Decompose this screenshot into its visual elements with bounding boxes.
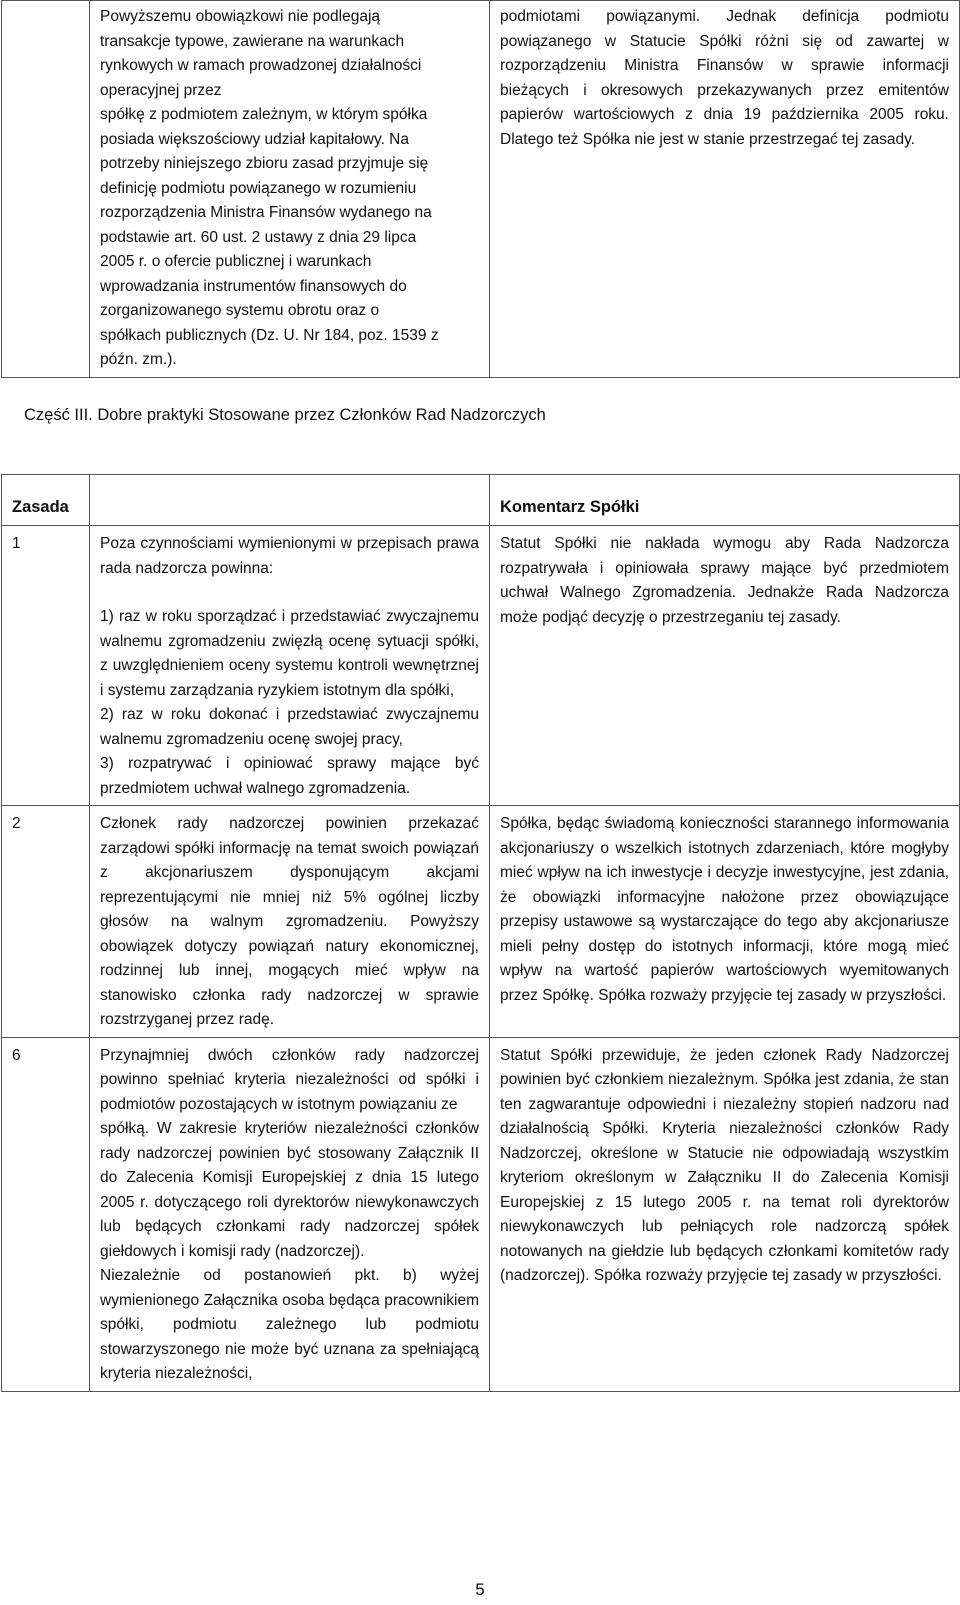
comment-cell: podmiotami powiązanymi. Jednak definicja podmiotu powiązanego w Statucie Spółki różni się od zawartej w rozporządzeniu Ministra Finansów w sprawie informacji bieżących i okresowych przekazywanych przez emitentów papierów wartościowych z dnia 19 października 2005 roku. Dlatego też Spółka nie jest w stanie przestrzegać tej zasady. — [490, 1, 960, 378]
text-line: zorganizowanego systemu obrotu oraz o — [100, 302, 380, 319]
text-line: Powyższemu obowiązkowi nie podlegają — [100, 8, 381, 25]
continuation-table — [1, 0, 960, 378]
text-line: definicję podmiotu powiązanego w rozumieniu — [100, 179, 417, 197]
text-line: późn. zm.). — [100, 351, 177, 368]
section-heading: Część III. Dobre praktyki Stosowane przez Członków Rad Nadzorczych — [24, 406, 546, 424]
page-number: 5 — [475, 1580, 485, 1599]
text-line: podstawie art. 60 ust. 2 ustawy z dnia 29 lipca — [100, 228, 417, 246]
table-row — [2, 526, 960, 806]
text-line: posiada większościowy udział kapitałowy. Na — [100, 130, 409, 148]
principle-paragraph: Przynajmniej dwóch członków rady nadzorczej powinno spełniać kryteria niezależności od spółki i podmiotów pozostających w istotnym powiązaniu ze — [100, 1046, 479, 1113]
text-line: operacyjnej przez — [100, 81, 222, 99]
principle-cell — [90, 1, 490, 378]
principle-intro: Poza czynnościami wymienionymi w przepisach prawa rada nadzorcza powinna: — [100, 535, 479, 577]
comment-cell: Statut Spółki nie nakłada wymogu aby Rada Nadzorcza rozpatrywała i opiniowała sprawy mające być przedmiotem uchwał Walnego Zgromadzenia. Jednakże Rada Nadzorcza może podjąć decyzję o przestrzeganiu tej zasady. — [490, 526, 960, 806]
text-line: potrzeby niniejszego zbioru zasad przyjmuje się — [100, 155, 429, 172]
table-row — [2, 1037, 960, 1391]
text-line: wprowadzania instrumentów finansowych do — [100, 277, 407, 295]
principle-paragraph: Niezależnie od postanowień pkt. b) wyżej wymienionego Załącznika osoba będąca pracownikiem spółki, podmiotu zależnego lub podmiotu stowarzyszonego nie może być uznana za spełniającą kryteria niezależności, — [100, 1267, 479, 1382]
comment-cell: Spółka, będąc świadomą konieczności starannego informowania akcjonariuszy o wszelkich istotnych zdarzeniach, które mogłyby mieć wpływ na ich inwestycje i decyzje inwestycyjne, jest zdania, że obowiązki informacyjne nałożone przez obowiązujące przepisy ustawowe są wystarczające do tego aby akcjonariusze mieli pełny dostęp do istotnych informacji, które mogą mieć wpływ na wartość papierów wartościowych wyemitowanych przez Spółkę. Spółka rozważy przyjęcie tej zasady w przyszłości. — [490, 806, 960, 1038]
text-line: spółkę z podmiotem zależnym, w którym spółka — [100, 106, 428, 123]
principle-item: 3) rozpatrywać i opiniować sprawy mające być przedmiotem uchwał walnego zgromadzenia. — [100, 755, 479, 797]
text-line: spółkach publicznych (Dz. U. Nr 184, poz. 1539 z — [100, 326, 439, 344]
text-line: rozporządzenia Ministra Finansów wydanego na — [100, 204, 432, 221]
text-line: transakcje typowe, zawierane na warunkach — [100, 32, 405, 50]
number-cell-empty — [2, 1, 90, 378]
header-comment: Komentarz Spółki — [490, 475, 960, 526]
principle-number: 1 — [2, 526, 90, 806]
text-line: 2005 r. o ofercie publicznej i warunkach — [100, 253, 372, 270]
table-header-row — [2, 475, 960, 526]
principle-number: 2 — [2, 806, 90, 1038]
principle-item: 2) raz w roku dokonać i przedstawiać zwyczajnemu walnemu zgromadzeniu ocenę swojej pracy, — [100, 706, 479, 748]
header-empty — [90, 475, 490, 526]
principles-table — [1, 474, 960, 1392]
comment-cell: Statut Spółki przewiduje, że jeden członek Rady Nadzorczej powinien być członkiem niezależnym. Spółka jest zdania, że stan ten zagwarantuje odpowiedni i niezależny stopień nadzoru nad działalnością Spółki. Kryteria niezależności członków Rady Nadzorczej, określone w Statucie nie odpowiadają wszystkim kryteriom określonym w Załączniku II do Zalecenia Komisji Europejskiej z 15 lutego 2005 r. na temat roli dyrektorów niewykonawczych lub pełniących role nadzorczą spółek notowanych na giełdzie lub będących członkami komitetów rady (nadzorczej). Spółka rozważy przyjęcie tej zasady w przyszłości. — [490, 1037, 960, 1391]
continuation-row — [2, 1, 960, 378]
principle-cell — [90, 1037, 490, 1391]
table-row — [2, 806, 960, 1038]
principle-cell: Członek rady nadzorczej powinien przekazać zarządowi spółki informację na temat swoich powiązań z akcjonariuszem dysponującym akcjami reprezentującymi nie mniej niż 5% ogólnej liczby głosów na walnym zgromadzeniu. Powyższy obowiązek dotyczy powiązań natury ekonomicznej, rodzinnej lub innej, mogących mieć wpływ na stanowisko członka rady nadzorczej w sprawie rozstrzyganej przez radę. — [90, 806, 490, 1038]
principle-cell — [90, 526, 490, 806]
principle-paragraph: spółką. W zakresie kryteriów niezależności członków rady nadzorczej powinien być stosowany Załącznik II do Zalecenia Komisji Europejskiej z dnia 15 lutego 2005 r. dotyczącego roli dyrektorów niewykonawczych lub będących członkami rady nadzorczej spółek giełdowych i komisji rady (nadzorczej). — [100, 1120, 479, 1260]
text-line: rynkowych w ramach prowadzonej działalności — [100, 57, 422, 74]
header-principle: Zasada — [2, 475, 90, 526]
principle-item: 1) raz w roku sporządzać i przedstawiać zwyczajnemu walnemu zgromadzeniu zwięzłą ocenę sytuacji spółki, z uwzględnieniem oceny systemu kontroli wewnętrznej i systemu zarządzania ryzykiem istotnym dla spółki, — [100, 608, 479, 699]
principle-number: 6 — [2, 1037, 90, 1391]
